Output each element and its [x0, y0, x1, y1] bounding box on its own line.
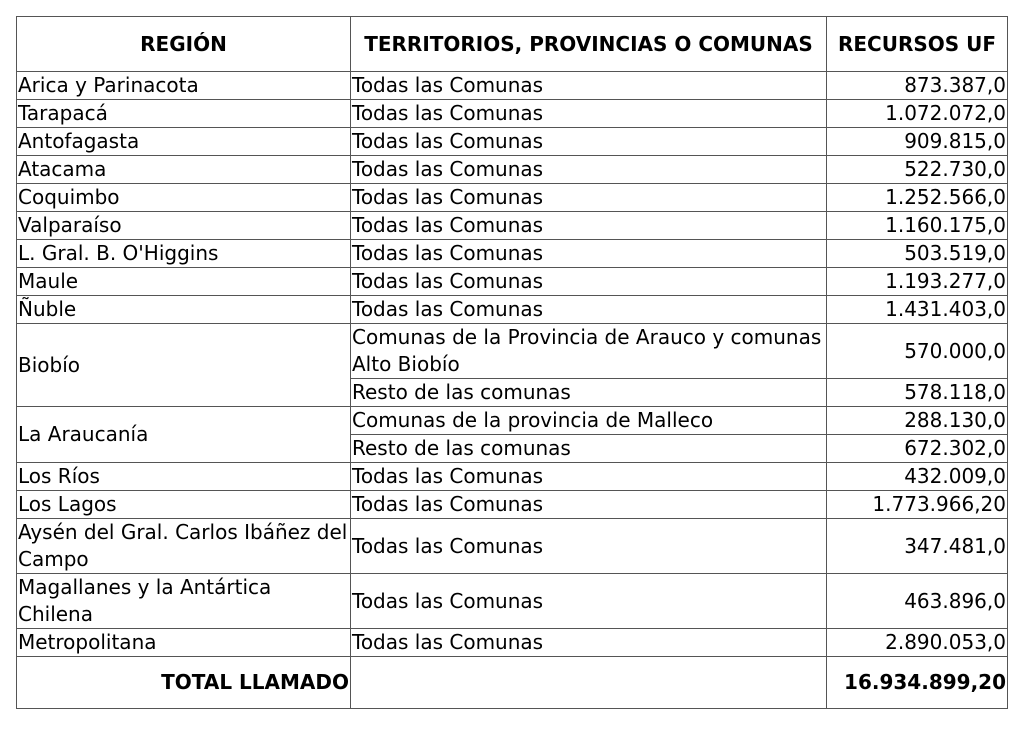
territory-cell: Todas las Comunas	[351, 100, 827, 128]
amount-cell: 1.431.403,0	[827, 296, 1008, 324]
territory-cell: Todas las Comunas	[351, 184, 827, 212]
table-row	[17, 407, 1008, 435]
table-row	[17, 184, 1008, 212]
header-row	[17, 17, 1008, 72]
territory-cell: Comunas de la Provincia de Arauco y comunas Alto Biobío	[351, 324, 827, 379]
region-cell: La Araucanía	[17, 407, 351, 463]
amount-cell: 1.193.277,0	[827, 268, 1008, 296]
amount-cell: 873.387,0	[827, 72, 1008, 100]
table-row	[17, 324, 1008, 379]
territory-cell: Comunas de la provincia de Malleco	[351, 407, 827, 435]
territory-cell: Todas las Comunas	[351, 156, 827, 184]
region-cell: Arica y Parinacota	[17, 72, 351, 100]
region-cell: Antofagasta	[17, 128, 351, 156]
total-empty-cell	[351, 657, 827, 709]
amount-cell: 672.302,0	[827, 435, 1008, 463]
amount-cell: 347.481,0	[827, 519, 1008, 574]
territory-cell: Todas las Comunas	[351, 240, 827, 268]
table-row	[17, 128, 1008, 156]
amount-cell: 2.890.053,0	[827, 629, 1008, 657]
amount-cell: 522.730,0	[827, 156, 1008, 184]
territory-cell: Todas las Comunas	[351, 268, 827, 296]
table-row	[17, 100, 1008, 128]
table-row	[17, 72, 1008, 100]
territory-cell: Todas las Comunas	[351, 212, 827, 240]
region-cell: Biobío	[17, 324, 351, 407]
total-row	[17, 657, 1008, 709]
region-cell: Ñuble	[17, 296, 351, 324]
header-resources: RECURSOS UF	[827, 17, 1008, 72]
region-cell: Maule	[17, 268, 351, 296]
amount-cell: 909.815,0	[827, 128, 1008, 156]
amount-cell: 1.072.072,0	[827, 100, 1008, 128]
amount-cell: 503.519,0	[827, 240, 1008, 268]
amount-cell: 288.130,0	[827, 407, 1008, 435]
table-row	[17, 574, 1008, 629]
region-cell: Los Lagos	[17, 491, 351, 519]
amount-cell: 432.009,0	[827, 463, 1008, 491]
region-cell: Metropolitana	[17, 629, 351, 657]
table-row	[17, 629, 1008, 657]
territory-cell: Todas las Comunas	[351, 128, 827, 156]
amount-cell: 570.000,0	[827, 324, 1008, 379]
header-territory: TERRITORIOS, PROVINCIAS O COMUNAS	[351, 17, 827, 72]
table-row	[17, 240, 1008, 268]
territory-cell: Resto de las comunas	[351, 379, 827, 407]
table-row	[17, 519, 1008, 574]
region-cell: Atacama	[17, 156, 351, 184]
region-cell: L. Gral. B. O'Higgins	[17, 240, 351, 268]
region-cell: Tarapacá	[17, 100, 351, 128]
table-row	[17, 463, 1008, 491]
table-row	[17, 491, 1008, 519]
territory-cell: Todas las Comunas	[351, 296, 827, 324]
amount-cell: 578.118,0	[827, 379, 1008, 407]
table-row	[17, 156, 1008, 184]
amount-cell: 1.160.175,0	[827, 212, 1008, 240]
header-region: REGIÓN	[17, 17, 351, 72]
total-amount: 16.934.899,20	[827, 657, 1008, 709]
total-label: TOTAL LLAMADO	[17, 657, 351, 709]
region-cell: Valparaíso	[17, 212, 351, 240]
region-cell: Magallanes y la Antártica Chilena	[17, 574, 351, 629]
table-row	[17, 212, 1008, 240]
territory-cell: Todas las Comunas	[351, 463, 827, 491]
region-cell: Los Ríos	[17, 463, 351, 491]
amount-cell: 463.896,0	[827, 574, 1008, 629]
table-row	[17, 268, 1008, 296]
amount-cell: 1.252.566,0	[827, 184, 1008, 212]
region-cell: Coquimbo	[17, 184, 351, 212]
territory-cell: Todas las Comunas	[351, 72, 827, 100]
territory-cell: Todas las Comunas	[351, 519, 827, 574]
resources-table	[16, 16, 1008, 709]
region-cell: Aysén del Gral. Carlos Ibáñez del Campo	[17, 519, 351, 574]
amount-cell: 1.773.966,20	[827, 491, 1008, 519]
territory-cell: Todas las Comunas	[351, 491, 827, 519]
territory-cell: Todas las Comunas	[351, 629, 827, 657]
territory-cell: Resto de las comunas	[351, 435, 827, 463]
territory-cell: Todas las Comunas	[351, 574, 827, 629]
table-row	[17, 296, 1008, 324]
